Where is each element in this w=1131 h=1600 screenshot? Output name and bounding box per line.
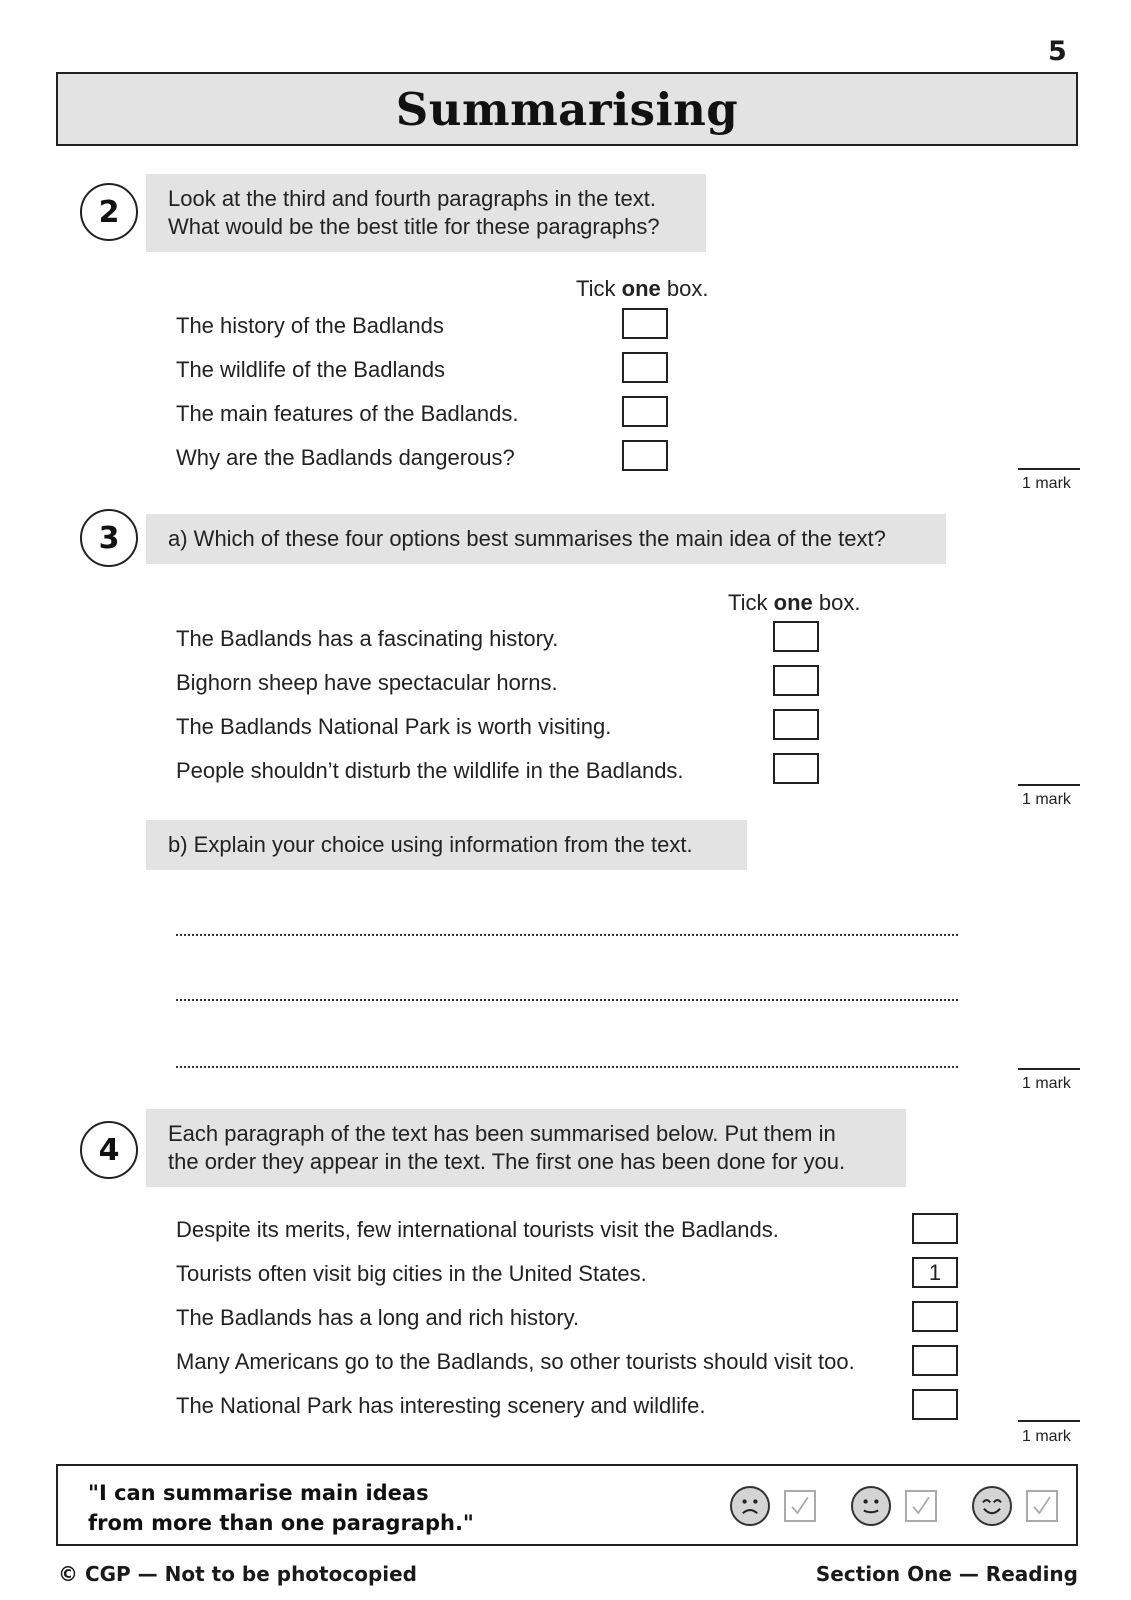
page-title: Summarising — [395, 82, 739, 136]
question-2-tick-box-1[interactable] — [622, 308, 668, 339]
question-2-prompt — [146, 174, 706, 252]
copyright-notice: © CGP — Not to be photocopied — [58, 1562, 417, 1586]
page-title-banner — [56, 72, 1078, 146]
page-number: 5 — [1048, 36, 1067, 67]
question-4-item-1: Despite its merits, few international tourists visit the Badlands. — [176, 1217, 779, 1242]
question-3-tick-box-2[interactable] — [773, 665, 819, 696]
question-4-item-5: The National Park has interesting scenery and wildlife. — [176, 1393, 706, 1418]
question-4-order-box-4[interactable] — [912, 1345, 958, 1376]
question-3-tick-box-1[interactable] — [773, 621, 819, 652]
question-2-mark-line — [1018, 468, 1080, 470]
question-3a-mark: 1 mark — [1022, 791, 1071, 808]
self-assessment-box — [56, 1464, 1078, 1546]
question-2-option-4: Why are the Badlands dangerous? — [176, 445, 515, 470]
question-2-option-3: The main features of the Badlands. — [176, 401, 519, 426]
neutral-face-icon — [851, 1486, 891, 1526]
question-3-option-2: Bighorn sheep have spectacular horns. — [176, 670, 558, 695]
answer-line-3[interactable] — [176, 1066, 958, 1068]
question-4-order-box-5[interactable] — [912, 1389, 958, 1420]
question-3-option-1: The Badlands has a fascinating history. — [176, 626, 559, 651]
question-2-tick-box-2[interactable] — [622, 352, 668, 383]
question-4-item-4: Many Americans go to the Badlands, so other tourists should visit too. — [176, 1349, 855, 1374]
question-3-tick-instruction: Tick one box. — [728, 590, 861, 615]
question-3b-prompt: b) Explain your choice using information from the text. — [146, 820, 747, 870]
question-2-tick-box-3[interactable] — [622, 396, 668, 427]
question-2-mark: 1 mark — [1022, 475, 1071, 492]
question-3-option-4: People shouldn’t disturb the wildlife in the Badlands. — [176, 758, 684, 783]
question-number-2: 2 — [80, 183, 138, 241]
question-4-prompt — [146, 1109, 906, 1187]
question-2-prompt-line2: What would be the best title for these paragraphs? — [168, 214, 660, 239]
question-4-order-box-3[interactable] — [912, 1301, 958, 1332]
question-4-mark: 1 mark — [1022, 1428, 1071, 1445]
question-2-option-2: The wildlife of the Badlands — [176, 357, 446, 382]
question-3-tick-box-3[interactable] — [773, 709, 819, 740]
question-4-order-box-1[interactable] — [912, 1213, 958, 1244]
question-4-prompt-line1: Each paragraph of the text has been summarised below. Put them in — [168, 1121, 836, 1146]
question-3-tick-box-4[interactable] — [773, 753, 819, 784]
self-assessment-statement: "I can summarise main ideas from more than one paragraph." — [88, 1481, 474, 1535]
question-2-option-1: The history of the Badlands — [176, 313, 444, 338]
sad-check-box[interactable] — [784, 1490, 816, 1522]
question-4-item-2: Tourists often visit big cities in the United States. — [176, 1261, 647, 1286]
question-4-prompt-line2: the order they appear in the text. The first one has been done for you. — [168, 1149, 846, 1174]
question-number-4: 4 — [80, 1121, 138, 1179]
happy-check-box[interactable] — [1026, 1490, 1058, 1522]
question-2-tick-box-4[interactable] — [622, 440, 668, 471]
question-3-option-3: The Badlands National Park is worth visiting. — [176, 714, 612, 739]
question-number-3: 3 — [80, 509, 138, 567]
question-3b-mark-line — [1018, 1068, 1080, 1070]
answer-line-2[interactable] — [176, 999, 958, 1001]
section-label: Section One — Reading — [815, 1562, 1078, 1586]
question-3a-prompt: a) Which of these four options best summarises the main idea of the text? — [146, 514, 946, 564]
question-3b-mark: 1 mark — [1022, 1075, 1071, 1092]
happy-face-icon — [972, 1486, 1012, 1526]
question-2-prompt-line1: Look at the third and fourth paragraphs in the text. — [168, 186, 656, 211]
sad-face-icon — [730, 1486, 770, 1526]
question-4-mark-line — [1018, 1420, 1080, 1422]
question-4-order-box-2[interactable]: 1 — [912, 1257, 958, 1288]
neutral-check-box[interactable] — [905, 1490, 937, 1522]
question-4-item-3: The Badlands has a long and rich history. — [176, 1305, 580, 1330]
question-2-tick-instruction: Tick one box. — [576, 276, 709, 301]
answer-line-1[interactable] — [176, 934, 958, 936]
question-3a-mark-line — [1018, 784, 1080, 786]
